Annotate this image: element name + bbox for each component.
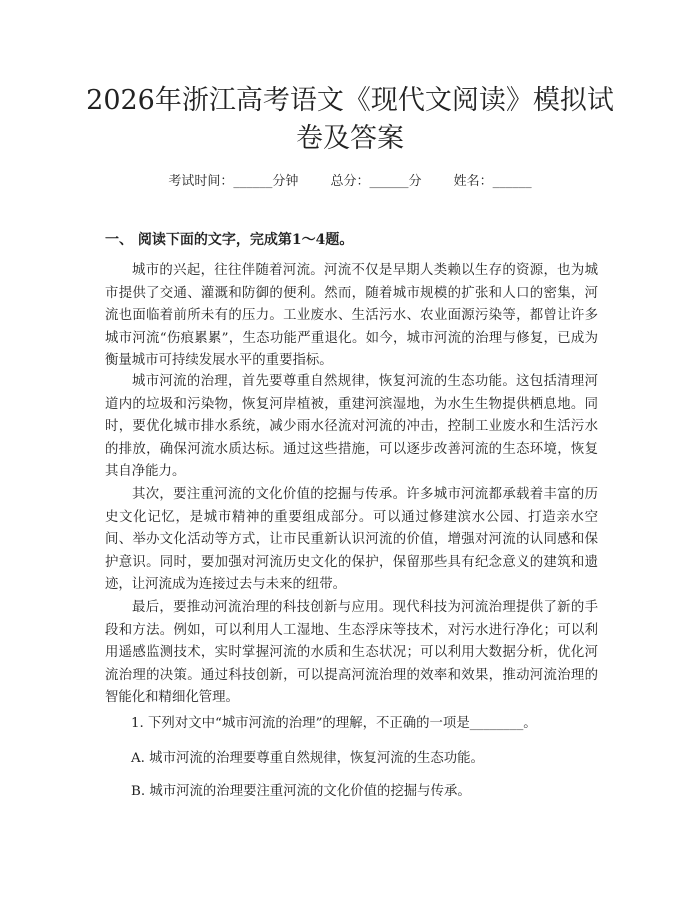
exam-time: 考试时间：______分钟 bbox=[168, 174, 299, 189]
question-1: 1. 下列对文中“城市河流的治理”的理解，不正确的一项是________。 bbox=[131, 716, 537, 731]
paragraph-3: 其次，要注重河流的文化价值的挖掘与传承。许多城市河流都承载着丰富的历史文化记忆，是城市精神的重要组成部分。可以通过修建滨水公园、打造亲水空间、举办文化活动等方式，让市民重新认识河流的价值，增强对河流的认同感和保护意识。同时，要加强对河流历史文化的保护，保留那些具有纪念意义的建筑和遗迹，让河流成为连接过去与未来的纽带。 bbox=[105, 487, 598, 592]
title-line-1: 2026年浙江高考语文《现代文阅读》模拟试 bbox=[86, 85, 614, 116]
section-heading: 一、 阅读下面的文字，完成第1～4题。 bbox=[105, 232, 354, 248]
option-b: B. 城市河流的治理要注重河流的文化价值的挖掘与传承。 bbox=[131, 784, 471, 799]
paragraph-2: 城市河流的治理，首先要尊重自然规律，恢复河流的生态功能。这包括清理河道内的垃圾和污染物，恢复河岸植被，重建河滨湿地，为水生生物提供栖息地。同时，要优化城市排水系统，减少雨水径流对河流的冲击，控制工业废水和生活污水的排放，确保河流水质达标。通过这些措施，可以逐步改善河流的生态环境，恢复其自净能力。 bbox=[105, 374, 598, 479]
paragraph-4: 最后，要推动河流治理的科技创新与应用。现代科技为河流治理提供了新的手段和方法。例如，可以利用人工湿地、生态浮床等技术，对污水进行净化；可以利用遥感监测技术，实时掌握河流的水质和生态状况；可以利用大数据分析，优化河流治理的决策。通过科技创新，可以提高河流治理的效率和效果，推动河流治理的智能化和精细化管理。 bbox=[105, 600, 598, 705]
title-line-2: 卷及答案 bbox=[296, 123, 404, 154]
exam-info bbox=[0, 170, 700, 189]
paragraph-1: 城市的兴起，往往伴随着河流。河流不仅是早期人类赖以生存的资源，也为城市提供了交通、灌溉和防御的便利。然而，随着城市规模的扩张和人口的密集，河流也面临着前所未有的压力。工业废水、生活污水、农业面源污染等，都曾让许多城市河流“伤痕累累”，生态功能严重退化。如今，城市河流的治理与修复，已成为衡量城市可持续发展水平的重要指标。 bbox=[105, 263, 598, 368]
exam-score: 总分：______分 bbox=[330, 174, 422, 189]
exam-name: 姓名：______ bbox=[453, 174, 532, 189]
document-title bbox=[60, 82, 640, 158]
option-a: A. 城市河流的治理要尊重自然规律，恢复河流的生态功能。 bbox=[131, 751, 484, 766]
